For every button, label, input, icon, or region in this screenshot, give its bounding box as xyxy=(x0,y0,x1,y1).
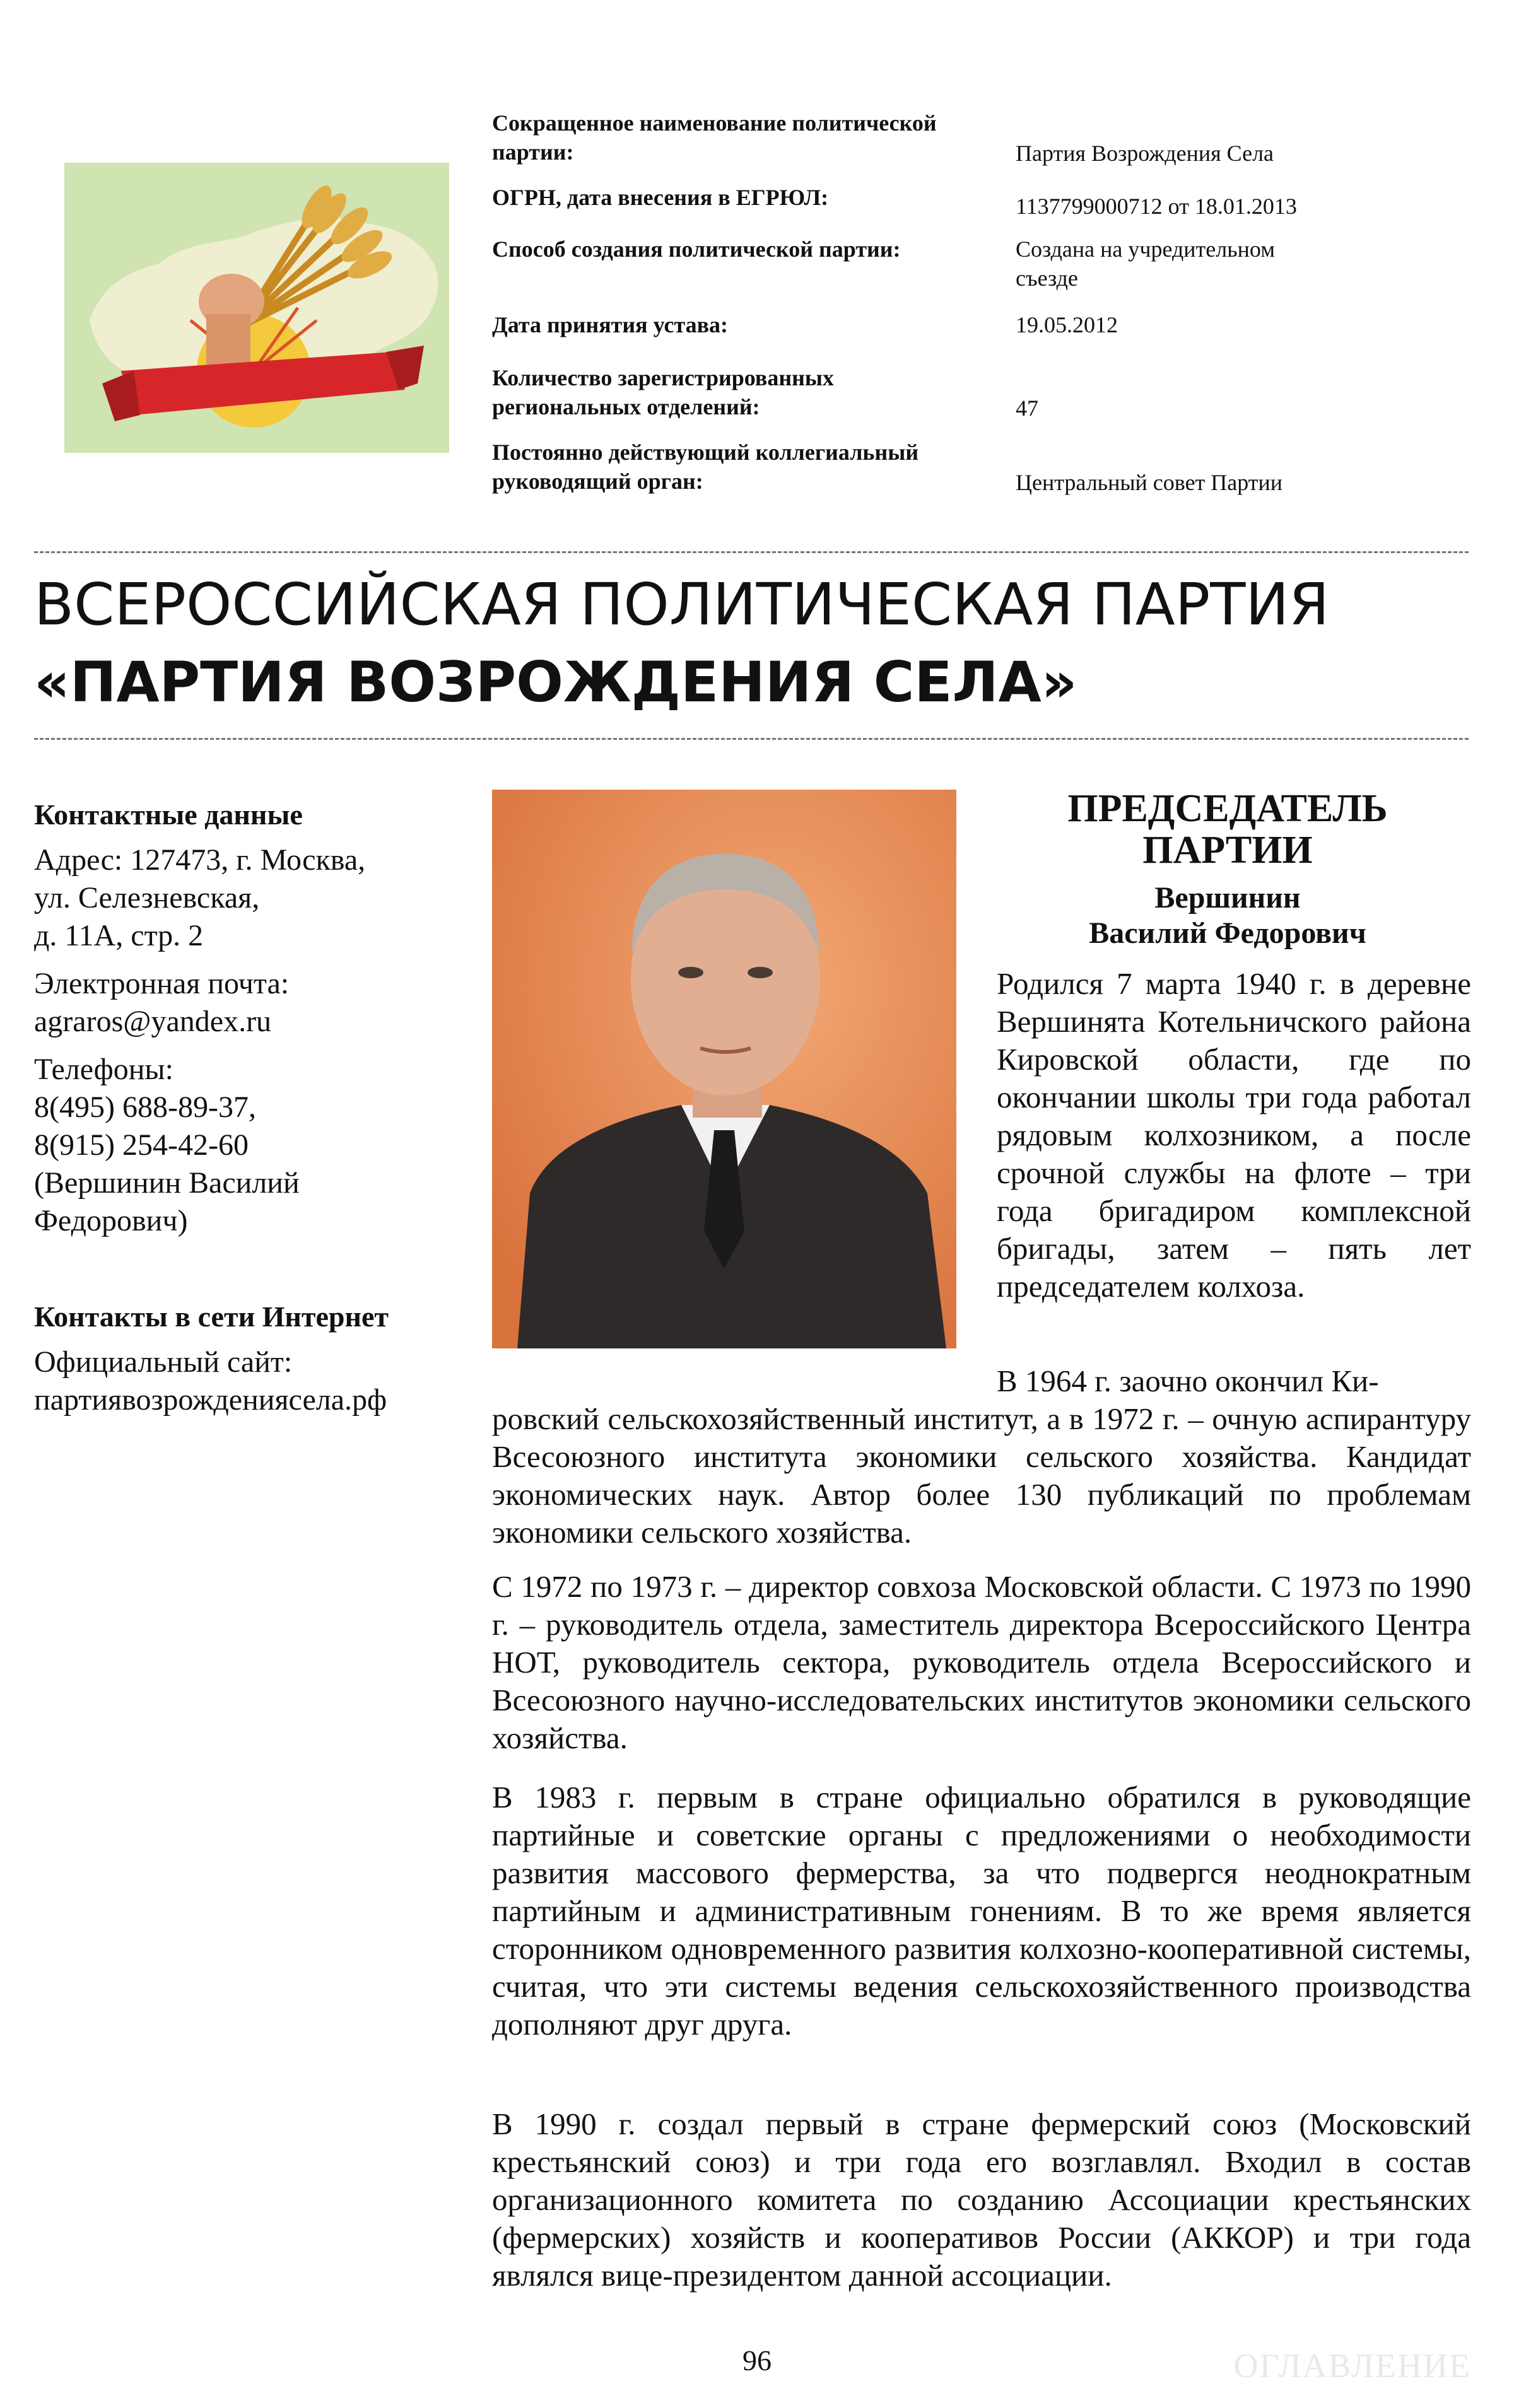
phone-line-4: Федорович) xyxy=(34,1204,188,1237)
info-label-governing-body: Постоянно действующий коллегиальный руководящий орган: xyxy=(492,440,919,494)
chairman-photo xyxy=(492,790,956,1348)
bio-paragraph-2-start: В 1964 г. заочно окончил Ки- xyxy=(997,1364,1379,1398)
address-line-2: ул. Селезневская, xyxy=(34,881,260,915)
site-link[interactable]: партиявозрождениясела.рф xyxy=(34,1383,387,1417)
bio-paragraph-3: С 1972 по 1973 г. – директор совхоза Московской области. С 1973 по 1990 г. – руководитель отдела, заместитель директора Всероссийского Центра НОТ, руководитель сектора, руководитель отдела Всероссийского и Всесоюзного научно-исследовательских институтов экономики сельского хозяйства. xyxy=(492,1569,1471,1755)
party-logo xyxy=(64,163,449,453)
contacts-heading: Контактные данные xyxy=(34,798,303,831)
address-line-1: Адрес: 127473, г. Москва, xyxy=(34,843,366,877)
info-label-ogrn: ОГРН, дата внесения в ЕГРЮЛ: xyxy=(492,185,829,210)
title-line-2: «ПАРТИЯ ВОЗРОЖДЕНИЯ СЕЛА» xyxy=(34,650,1077,715)
bio-paragraph-1: Родился 7 марта 1940 г. в деревне Вершинята Котельничского района Кировской области, где по окончании школы три года работал рядовым колхозником, а после срочной службы на флоте – три года бригадиром комплексной бригады, затем – пять лет председателем колхоза. xyxy=(997,966,1471,1304)
info-value-charter-date: 19.05.2012 xyxy=(1016,312,1118,337)
info-value-regional-count: 47 xyxy=(1016,395,1038,421)
page-number: 96 xyxy=(742,2344,772,2376)
toc-link[interactable]: ОГЛАВЛЕНИЕ xyxy=(1233,2347,1471,2385)
divider-bottom xyxy=(34,738,1469,740)
site-label: Официальный сайт: xyxy=(34,1345,293,1379)
bio-paragraph-4: В 1983 г. первым в стране официально обратился в руководящие партийные и советские органы с предложениями о необходимости развития массового фермерства, за что подвергся неоднократным партийным и административным гонениям. В то же время является сторонником одновременного развития колхозно-кооперативной системы, считая, что эти системы ведения сельскохозяйственного производства дополняют друг друга. xyxy=(492,1780,1471,2042)
info-value-creation-method: Создана на учредительном съезде xyxy=(1016,237,1276,291)
phone-line-3: (Вершинин Василий xyxy=(34,1166,300,1200)
chairman-name: Василий Федорович xyxy=(1089,916,1366,950)
email-link[interactable]: agraros@yandex.ru xyxy=(34,1005,272,1038)
phone-line-1: 8(495) 688-89-37, xyxy=(34,1090,256,1124)
info-label-regional-count: Количество зарегистрированных региональных отделений: xyxy=(492,365,834,419)
chairman-title-line-2: ПАРТИИ xyxy=(1142,829,1313,872)
phone-line-2: 8(915) 254-42-60 xyxy=(34,1128,249,1162)
email-label: Электронная почта: xyxy=(34,967,290,1000)
info-value-governing-body: Центральный совет Партии xyxy=(1016,470,1283,495)
info-value-ogrn: 1137799000712 от 18.01.2013 xyxy=(1016,194,1297,219)
divider-top xyxy=(34,551,1469,553)
chairman-surname: Вершинин xyxy=(1154,881,1301,915)
bio-paragraph-5: В 1990 г. создал первый в стране фермерский союз (Московский крестьянский союз) и три года его возглавлял. Входил в состав организационного комитета по созданию Ассоциации крестьянских (фермерских) хозяйств и кооперативов России (АККОР) и три года являлся вице-президентом данной ассоциации. xyxy=(492,2107,1471,2293)
title-line-1: ВСЕРОССИЙСКАЯ ПОЛИТИЧЕСКАЯ ПАРТИЯ xyxy=(34,571,1330,638)
address-line-3: д. 11А, стр. 2 xyxy=(34,919,204,952)
info-label-short-name: Сокращенное наименование политической партии: xyxy=(492,110,937,165)
info-label-charter-date: Дата принятия устава: xyxy=(492,312,729,337)
info-label-creation-method: Способ создания политической партии: xyxy=(492,237,901,262)
internet-heading: Контакты в сети Интернет xyxy=(34,1300,389,1333)
phones-label: Телефоны: xyxy=(34,1053,174,1086)
info-value-short-name: Партия Возрождения Села xyxy=(1016,141,1274,166)
bio-paragraph-2: ровский сельскохозяйственный институт, а в 1972 г. – очную аспирантуру Всесоюзного института экономики сельского хозяйства. Кандидат экономических наук. Автор более 130 публикаций по проблемам экономики сельского хозяйства. xyxy=(492,1401,1471,1550)
chairman-title-line-1: ПРЕДСЕДАТЕЛЬ xyxy=(1067,787,1388,830)
